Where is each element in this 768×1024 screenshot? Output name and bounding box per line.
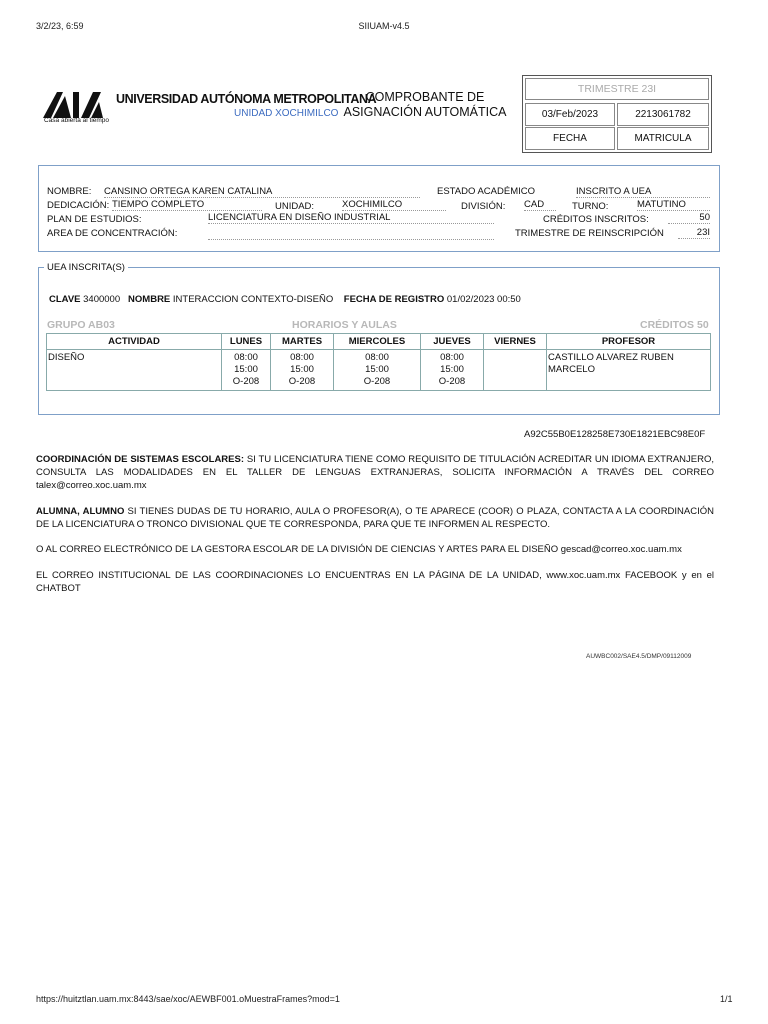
header-actividad: ACTIVIDAD xyxy=(47,334,222,350)
jueves-room: O-208 xyxy=(438,376,466,387)
meta-box xyxy=(522,75,712,153)
division-label: DIVISIÓN: xyxy=(461,201,506,212)
martes-end: 15:00 xyxy=(290,364,314,375)
header-viernes: VIERNES xyxy=(484,334,547,350)
header-lunes: LUNES xyxy=(222,334,271,350)
lunes-end: 15:00 xyxy=(234,364,258,375)
profesor-line1: CASTILLO ALVAREZ RUBEN xyxy=(548,352,674,363)
fecha-value: 03/Feb/2023 xyxy=(525,103,615,126)
matricula-label: MATRICULA xyxy=(617,127,709,150)
estado-label: ESTADO ACADÉMICO xyxy=(437,186,536,197)
division-value: CAD xyxy=(524,199,556,211)
dedicacion-label: DEDICACIÓN: xyxy=(47,200,110,211)
dedicacion-value: TIEMPO COMPLETO xyxy=(112,199,262,211)
miercoles-start: 08:00 xyxy=(365,352,389,363)
registro-label: FECHA DE REGISTRO xyxy=(343,294,445,305)
martes-cell xyxy=(271,350,334,391)
miercoles-end: 15:00 xyxy=(365,364,389,375)
notice-coordinacion-title: COORDINACIÓN DE SISTEMAS ESCOLARES: xyxy=(36,454,245,465)
university-name: UNIVERSIDAD AUTÓNOMA METROPOLITANA xyxy=(116,92,377,106)
nombre-value: CANSINO ORTEGA KAREN CATALINA xyxy=(104,186,420,198)
notice-correo-institucional: EL CORREO INSTITUCIONAL DE LAS COORDINACIONES LO ENCUENTRAS EN LA PÁGINA DE LA UNIDAD, www.xoc.uam.mx FACEBOOK y en el CHATBOT xyxy=(36,570,714,594)
registro-value: 01/02/2023 00:50 xyxy=(446,294,521,305)
uea-summary xyxy=(49,294,521,305)
creditos-inscritos-label: CRÉDITOS INSCRITOS: xyxy=(543,214,649,225)
trimestre-reinscripcion-value: 23I xyxy=(678,227,710,239)
notice-alumno-text: SI TIENES DUDAS DE TU HORARIO, AULA O PROFESOR(A), O TE APARECE (COOR) O PLAZA, CONTACTA A LA COORDINACIÓN DE LA LICENCIATURA O TRONCO DIVISIONAL QUE TE CORRESPONDA, PARA QUE TE INFORMEN AL RESPECTO. xyxy=(36,506,714,530)
jueves-start: 08:00 xyxy=(440,352,464,363)
matricula-value: 2213061782 xyxy=(617,103,709,126)
notice-coordinacion-text: SI TU LICENCIATURA TIENE COMO REQUISITO DE TITULACIÓN ACREDITAR UN IDIOMA EXTRANJERO, CONSULTA LAS MODALIDADES EN EL TALLER DE LENGUAS EXTRANJERAS, SOLICITA INFORMACIÓN A TRAVÉS DEL CORREO talex@correo.xoc.uam.mx xyxy=(36,454,714,491)
print-url[interactable]: https://huitztlan.uam.mx:8443/sae/xoc/AEWBF001.oMuestraFrames?mod=1 xyxy=(36,994,340,1004)
turno-label: TURNO: xyxy=(572,201,609,212)
creditos-inscritos-value: 50 xyxy=(668,212,710,224)
profesor-line2: MARCELO xyxy=(548,364,595,375)
notice-alumno-title: ALUMNA, ALUMNO xyxy=(36,506,125,517)
estado-value: INSCRITO A UEA xyxy=(576,186,710,198)
schedule-header-row xyxy=(47,334,711,350)
martes-room: O-208 xyxy=(288,376,316,387)
unidad-value: XOCHIMILCO xyxy=(342,199,446,211)
document-title-line1: COMPROBANTE DE xyxy=(365,90,485,104)
trimestre-reinscripcion-label: TRIMESTRE DE REINSCRIPCIÓN xyxy=(515,228,664,239)
notice-gestora: O AL CORREO ELECTRÓNICO DE LA GESTORA ESCOLAR DE LA DIVISIÓN DE CIENCIAS Y ARTES PARA EL DISEÑO gescad@correo.xoc.uam.mx xyxy=(36,544,682,555)
miercoles-room: O-208 xyxy=(363,376,391,387)
jueves-end: 15:00 xyxy=(440,364,464,375)
page-number: 1/1 xyxy=(720,994,733,1004)
uea-nombre-value: INTERACCION CONTEXTO-DISEÑO xyxy=(172,294,334,305)
actividad-cell: DISEÑO xyxy=(47,350,222,391)
header-profesor: PROFESOR xyxy=(547,334,711,350)
viernes-cell xyxy=(484,350,547,391)
creditos-uea-label: CRÉDITOS 50 xyxy=(640,319,709,331)
martes-start: 08:00 xyxy=(290,352,314,363)
plan-label: PLAN DE ESTUDIOS: xyxy=(47,214,142,225)
fecha-label: FECHA xyxy=(525,127,615,150)
clave-label: CLAVE xyxy=(49,294,81,305)
notice-alumno xyxy=(36,505,714,531)
area-concentracion-label: AREA DE CONCENTRACIÓN: xyxy=(47,228,178,239)
print-title: SIIUAM-v4.5 xyxy=(358,21,410,31)
university-unit: UNIDAD XOCHIMILCO xyxy=(234,108,339,119)
plan-value: LICENCIATURA EN DISEÑO INDUSTRIAL xyxy=(208,212,494,224)
verification-hash: A92C55B0E128258E730E1821EBC98E0F xyxy=(524,429,706,440)
trimestre-label: TRIMESTRE 23I xyxy=(525,78,709,100)
clave-value: 3400000 xyxy=(83,294,121,305)
lunes-room: O-208 xyxy=(232,376,260,387)
miercoles-cell xyxy=(334,350,421,391)
schedule-row xyxy=(47,350,711,391)
notice-coordinacion xyxy=(36,453,714,492)
lunes-start: 08:00 xyxy=(234,352,258,363)
document-title-line2: ASIGNACIÓN AUTOMÁTICA xyxy=(343,105,507,119)
header-jueves: JUEVES xyxy=(421,334,484,350)
area-concentracion-value xyxy=(208,238,494,240)
turno-value: MATUTINO xyxy=(637,199,710,211)
lunes-cell xyxy=(222,350,271,391)
header-martes: MARTES xyxy=(271,334,334,350)
form-code: AUWBC002/SAE4.5/DMP/09112009 xyxy=(586,653,692,660)
print-date: 3/2/23, 6:59 xyxy=(36,21,84,31)
uea-legend: UEA INSCRITA(S) xyxy=(44,262,128,273)
unidad-label: UNIDAD: xyxy=(275,201,315,212)
uam-logo-icon xyxy=(43,88,103,120)
document-title xyxy=(335,90,515,120)
grupo-label: GRUPO AB03 xyxy=(47,319,115,331)
nombre-label: NOMBRE: xyxy=(47,186,92,197)
schedule-table xyxy=(46,333,711,391)
uam-motto: Casa abierta al tiempo xyxy=(44,117,110,124)
jueves-cell xyxy=(421,350,484,391)
profesor-cell xyxy=(547,350,711,391)
horarios-label: HORARIOS Y AULAS xyxy=(292,319,397,331)
header-miercoles: MIERCOLES xyxy=(334,334,421,350)
uea-nombre-label: NOMBRE xyxy=(128,294,171,305)
